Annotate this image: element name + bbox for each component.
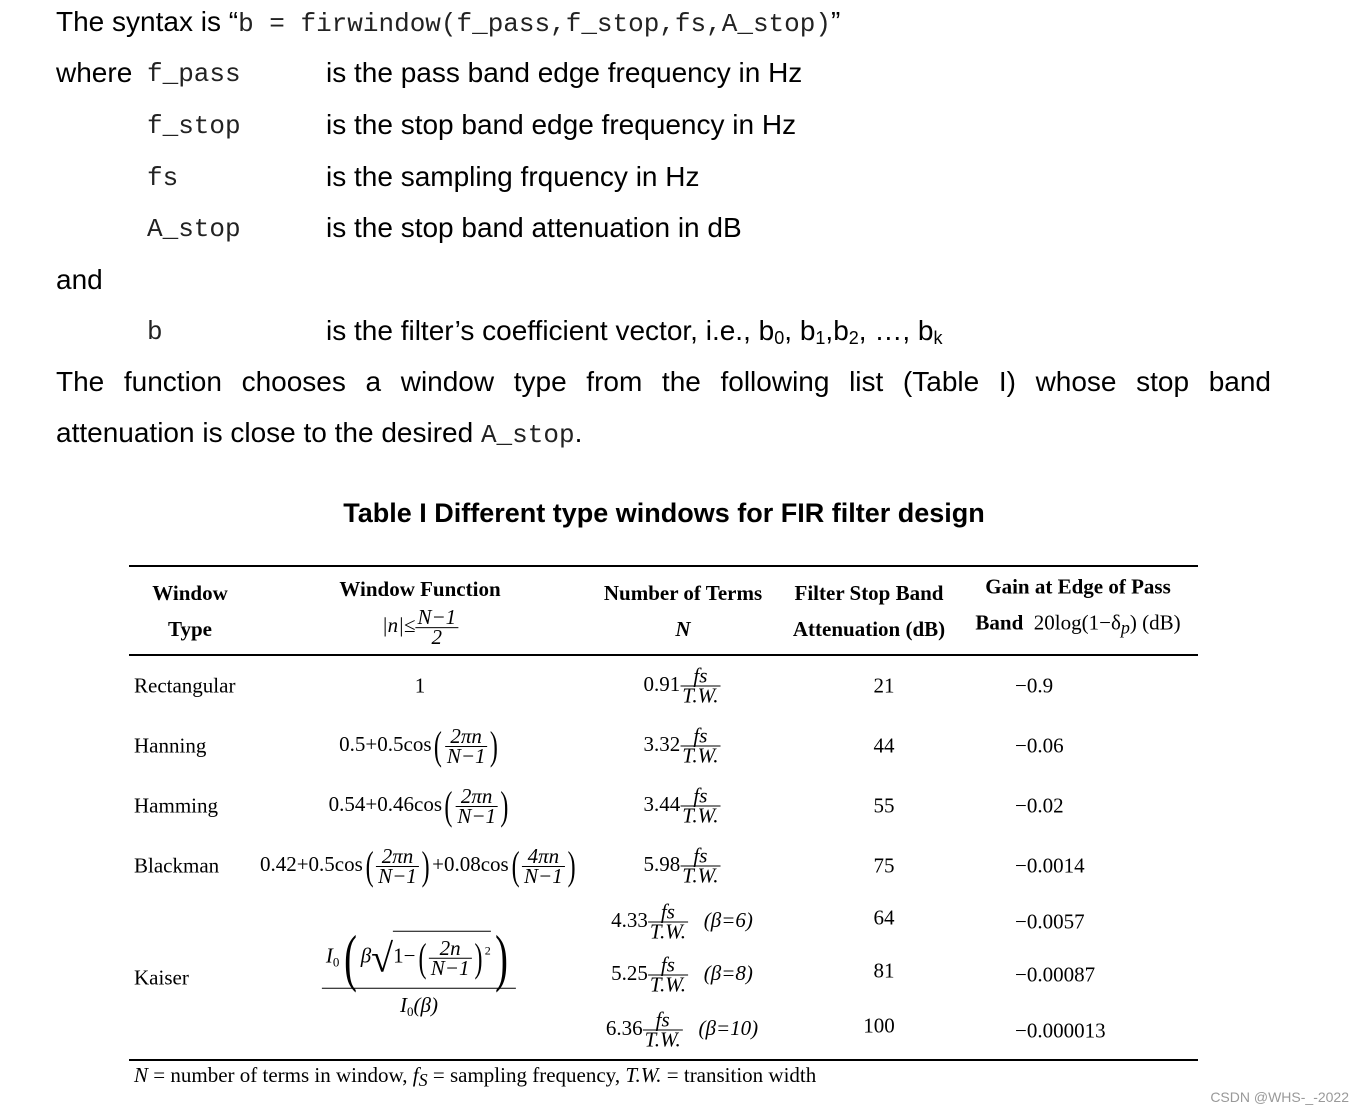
attenuation: 75 (873, 853, 895, 878)
param-name: b (147, 317, 163, 347)
footnote-text: = transition width (661, 1063, 817, 1087)
window-type: Hamming (134, 793, 218, 818)
header-text: Filter Stop Band (794, 581, 944, 605)
param-desc: is the stop band attenuation in dB (326, 212, 742, 243)
header-text: Gain at Edge of Pass (985, 574, 1171, 599)
fraction (429, 935, 472, 980)
fraction (376, 843, 419, 888)
param-name: fs (147, 163, 179, 193)
beta-value: (β=8) (703, 960, 753, 985)
syntax-prefix: The syntax is “ (56, 6, 239, 37)
header-number-of-terms (604, 575, 762, 647)
paragraph-code: A_stop (480, 420, 575, 450)
coef-b: b (917, 315, 934, 346)
beta-arg: (β) (413, 992, 438, 1017)
kaiser-denominator (322, 988, 516, 1019)
param-desc: is the sampling frquency in Hz (326, 161, 700, 192)
table-footnote (134, 1063, 816, 1091)
syntax-suffix: ” (830, 6, 841, 37)
i0: I (325, 943, 333, 968)
coef-b: b (758, 315, 775, 346)
numerator: 4πn (522, 847, 565, 867)
s: s (699, 783, 708, 808)
coef: 6.36 (605, 1015, 643, 1040)
table-top-rule (129, 565, 1198, 567)
s: s (699, 663, 708, 688)
coef-b: b (799, 315, 816, 346)
param-name: f_stop (147, 111, 241, 141)
header-range (339, 604, 500, 649)
paragraph-end: . (574, 417, 583, 448)
number-of-terms (611, 899, 753, 944)
coef-b: b (833, 315, 849, 346)
attenuation: 44 (873, 733, 895, 758)
beta: β (360, 943, 372, 968)
coef: 3.32 (643, 731, 681, 756)
window-type: Rectangular (134, 673, 236, 698)
number-of-terms (643, 843, 721, 888)
attenuation: 21 (873, 673, 895, 698)
attenuation: 81 (873, 958, 895, 983)
gain: −0.06 (1015, 733, 1064, 758)
tw: T.W. (682, 863, 719, 888)
header-text: Type (168, 617, 212, 641)
paragraph-line-2 (56, 417, 582, 451)
tw: T.W. (682, 803, 719, 828)
kaiser-numerator: $I_0$( β√1−( $\frac{2n}{N-1}$ ) $^2$) (322, 931, 516, 989)
header-text: N (675, 617, 691, 641)
numerator: 2πn (455, 787, 498, 807)
number-of-terms (611, 952, 753, 997)
window-type: Blackman (134, 853, 220, 878)
numerator: 2n (429, 938, 472, 958)
denominator: N−1 (457, 803, 497, 828)
number-of-terms (605, 1007, 759, 1052)
fs-over-tw (680, 843, 720, 888)
fs-over-tw (680, 663, 720, 708)
f: f (693, 843, 700, 868)
range-text: |n|≤ (381, 613, 416, 638)
window-function: 0.42+0.5cos( $\frac{2\pi n}{N-1}$ ) +0.08cos( $\frac{4\pi n}{N-1}$ ) (259, 843, 576, 888)
attenuation: 100 (863, 1013, 895, 1038)
gain: −0.000013 (1015, 1018, 1106, 1043)
table-bottom-rule (129, 1059, 1198, 1061)
gain: −0.0057 (1015, 909, 1085, 934)
number-of-terms (643, 663, 721, 708)
output-desc-text: is the filter’s coefficient vector, i.e., (326, 315, 759, 346)
param-desc: is the pass band edge frequency in Hz (326, 57, 803, 88)
s: s (666, 952, 675, 977)
coef: 3.44 (643, 791, 681, 816)
denominator: N−1 (430, 955, 470, 980)
s: s (661, 1007, 670, 1032)
func-text: 0.5+0.5cos (339, 731, 432, 756)
tw: T.W. (682, 743, 719, 768)
header-formula: ) (dB) (1129, 610, 1181, 635)
param-name: A_stop (147, 214, 241, 244)
s: s (699, 843, 708, 868)
window-type: Kaiser (134, 965, 189, 990)
header-window-type (152, 575, 227, 647)
func-text: 0.42+0.5cos (259, 851, 363, 876)
footnote-text: = sampling frequency, (427, 1063, 626, 1087)
coef: 4.33 (611, 907, 648, 932)
fraction (415, 604, 458, 649)
footnote-text: = number of terms in window, (148, 1063, 413, 1087)
and-label: and (56, 264, 103, 295)
table-title: Table I Different type windows for FIR filter design (343, 498, 985, 528)
f: f (412, 1063, 419, 1087)
sep: , …, (858, 315, 918, 346)
tw: T.W. (625, 1063, 662, 1087)
attenuation: 64 (873, 905, 895, 930)
i0-sub: 0 (332, 954, 340, 970)
coef-sub: k (933, 328, 943, 348)
syntax-line (56, 6, 840, 40)
header-sub: p (1120, 617, 1130, 638)
tw: T.W. (649, 919, 687, 944)
sep: , (784, 315, 800, 346)
denominator: 2 (431, 624, 443, 649)
attenuation: 55 (873, 793, 895, 818)
denominator: N−1 (378, 863, 417, 888)
i0: I (400, 992, 408, 1017)
beta-value: (β=10) (698, 1015, 759, 1040)
s: S (418, 1070, 428, 1090)
header-stop-band-attenuation (793, 575, 945, 647)
coef-sub: 1 (815, 328, 826, 348)
fs-over-tw (680, 723, 720, 768)
f: f (693, 723, 700, 748)
window-function: 0.5+0.5cos( $\frac{2\pi n}{N-1}$ ) (339, 723, 499, 768)
number-of-terms (643, 723, 721, 768)
where-label: where (56, 57, 133, 88)
window-type: Hanning (134, 733, 207, 758)
n: N (134, 1063, 149, 1087)
tw: T.W. (682, 683, 719, 708)
f: f (660, 952, 667, 977)
f: f (693, 783, 700, 808)
coef-sub: 2 (848, 328, 859, 348)
fs-over-tw (680, 783, 720, 828)
f: f (655, 1007, 662, 1032)
number-of-terms (643, 783, 721, 828)
beta-value: (β=6) (703, 907, 753, 932)
func-text: +0.08cos (432, 851, 509, 876)
kaiser-window-function (322, 921, 516, 1020)
fraction (522, 843, 565, 888)
gain: −0.00087 (1015, 962, 1096, 987)
window-function: 1 (414, 673, 426, 698)
param-name: f_pass (147, 59, 241, 89)
numerator: 2πn (445, 727, 488, 747)
header-text: Band (975, 610, 1024, 635)
syntax-code: b = firwindow(f_pass,f_stop,fs,A_stop) (238, 9, 831, 39)
gain: −0.02 (1015, 793, 1064, 818)
watermark: CSDN @WHS-_-2022 (1210, 1089, 1349, 1105)
paragraph-text: attenuation is close to the desired (56, 417, 481, 448)
f: f (693, 663, 700, 688)
denominator: N−1 (446, 743, 486, 768)
numerator: N−1 (417, 604, 457, 629)
gain: −0.0014 (1015, 853, 1085, 878)
sep: , (825, 315, 834, 346)
coef: 5.25 (611, 960, 648, 985)
s: s (666, 899, 675, 924)
coef: 5.98 (643, 851, 681, 876)
header-text: Window Function (339, 577, 501, 602)
table-header-rule (129, 654, 1198, 656)
one-minus: 1− (393, 943, 416, 968)
coef: 0.91 (643, 671, 681, 696)
header-gain-pass-band (975, 569, 1180, 646)
fraction (445, 723, 488, 768)
func-text: 0.54+0.46cos (328, 791, 442, 816)
header-text: Window (152, 581, 228, 605)
denominator: N−1 (524, 863, 563, 888)
tw: T.W. (644, 1027, 681, 1052)
fs-over-tw (648, 952, 688, 997)
fraction (455, 783, 498, 828)
paragraph-line-1: The function chooses a window type from the following list (Table I) whose stop band (56, 366, 1271, 397)
square: 2 (484, 943, 491, 958)
gain: −0.9 (1015, 673, 1054, 698)
fs-over-tw (648, 899, 688, 944)
fs-over-tw (643, 1007, 683, 1052)
param-desc: is the stop band edge frequency in Hz (326, 109, 797, 140)
header-text: Number of Terms (603, 581, 763, 605)
header-window-function (339, 571, 500, 647)
tw: T.W. (649, 972, 687, 997)
header-text: Attenuation (dB) (792, 617, 946, 641)
s: s (699, 723, 708, 748)
window-function: 0.54+0.46cos( $\frac{2\pi n}{N-1}$ ) (328, 783, 509, 828)
f: f (660, 899, 667, 924)
output-desc (326, 315, 942, 354)
i0-sub: 0 (407, 1003, 414, 1019)
numerator: 2πn (376, 847, 419, 867)
header-formula: 20log(1−δ (1033, 610, 1121, 635)
coef-sub: 0 (774, 328, 785, 348)
